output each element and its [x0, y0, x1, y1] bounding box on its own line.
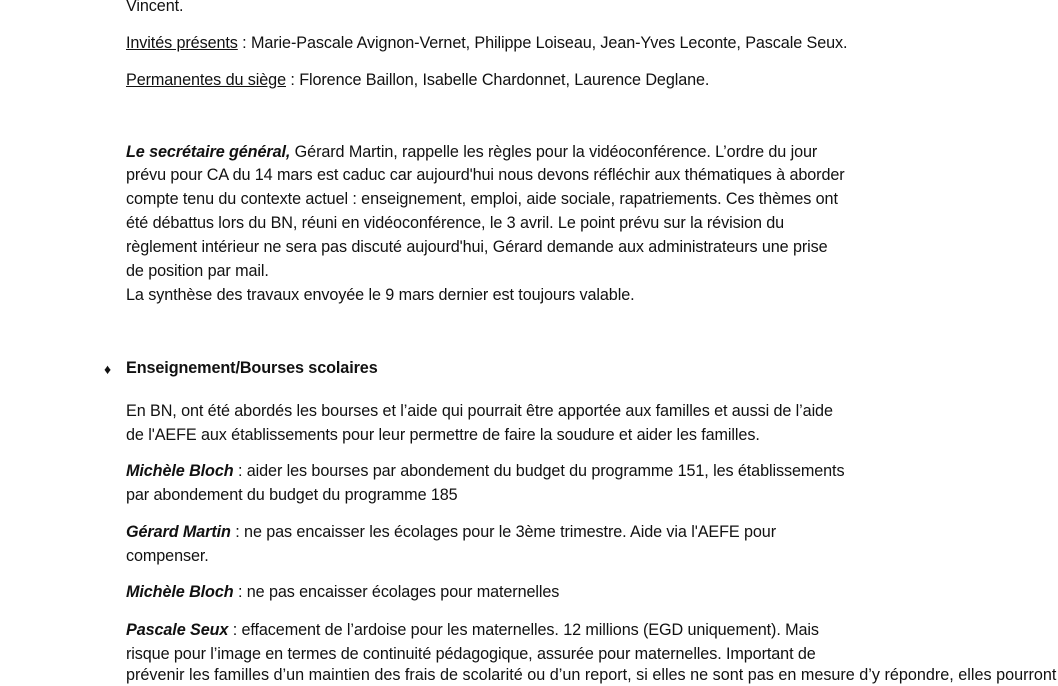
- intro-line-6: de position par mail.: [126, 262, 269, 280]
- intro-line-2: prévu pour CA du 14 mars est caduc car aujourd'hui nous devons réfléchir aux thématiques à aborder: [126, 166, 845, 184]
- permanentes-names: Florence Baillon, Isabelle Chardonnet, Laurence Deglane.: [299, 71, 710, 89]
- intervention-2-text-1: : ne pas encaisser les écolages pour le 3ème trimestre. Aide via l'AEFE pour: [230, 523, 776, 541]
- bn-line-2: de l'AEFE aux établissements pour leur permettre de faire la soudure et aider les familles.: [126, 426, 760, 444]
- truncated-bottom-line: [126, 664, 1057, 684]
- intro-line-5: règlement intérieur ne sera pas discuté aujourd'hui, Gérard demande aux administrateurs une prise: [126, 238, 828, 256]
- attendees-tail: Vincent.: [126, 0, 184, 15]
- intro-line-3: compte tenu du contexte actuel : enseignement, emploi, aide sociale, rapatriements. Ces thèmes ont: [126, 190, 838, 208]
- intervention-1-line-1: [126, 460, 844, 482]
- intro-line-1-text: Gérard Martin, rappelle les règles pour la vidéoconférence. L’ordre du jour: [290, 143, 818, 161]
- intervention-3-line-1: [126, 581, 559, 603]
- invites-line: [126, 32, 847, 54]
- intervention-3-speaker: Michèle Bloch: [126, 583, 234, 601]
- permanentes-line: [126, 69, 709, 91]
- intervention-2-line-2: compenser.: [126, 547, 209, 565]
- intervention-3-text-1: : ne pas encaisser écolages pour maternelles: [233, 583, 560, 601]
- intervention-4-line-2: risque pour l’image en termes de continuité pédagogique, assurée pour maternelles. Important de: [126, 645, 816, 663]
- intro-line-1: [126, 141, 817, 163]
- intervention-1-line-2: par abondement du budget du programme 185: [126, 486, 458, 504]
- invites-label: Invités présents: [126, 34, 238, 52]
- permanentes-label: Permanentes du siège: [126, 71, 286, 89]
- intro-speaker: Le secrétaire général,: [126, 143, 291, 161]
- invites-sep: :: [237, 34, 251, 52]
- permanentes-sep: :: [285, 71, 300, 89]
- intervention-1-text-1: : aider les bourses par abondement du budget du programme 151, les établissements: [233, 462, 845, 480]
- intro-line-7: La synthèse des travaux envoyée le 9 mars dernier est toujours valable.: [126, 286, 635, 304]
- intervention-4-text-1: : effacement de l’ardoise pour les maternelles. 12 millions (EGD uniquement). Mais: [228, 621, 819, 639]
- section-title: Enseignement/Bourses scolaires: [126, 359, 378, 377]
- section-bullet-icon: ♦: [104, 361, 112, 377]
- intervention-4-line-1: [126, 619, 819, 641]
- bn-line-1: En BN, ont été abordés les bourses et l’aide qui pourrait être apportée aux familles et aussi de l’aide: [126, 402, 833, 420]
- intervention-4-line-3: prévenir les familles d’un maintien des frais de scolarité ou d’un report, si elles ne sont pas en mesure d’y répondre, elles pourront: [126, 666, 1057, 684]
- intervention-2-line-1: [126, 521, 776, 543]
- invites-names: Marie-Pascale Avignon-Vernet, Philippe Loiseau, Jean-Yves Leconte, Pascale Seux.: [250, 34, 848, 52]
- intro-line-4: été débattus lors du BN, réuni en vidéoconférence, le 3 avril. Le point prévu sur la révision du: [126, 214, 785, 232]
- intervention-2-speaker: Gérard Martin: [126, 523, 231, 541]
- intervention-4-speaker: Pascale Seux: [126, 621, 229, 639]
- intervention-1-speaker: Michèle Bloch: [126, 462, 234, 480]
